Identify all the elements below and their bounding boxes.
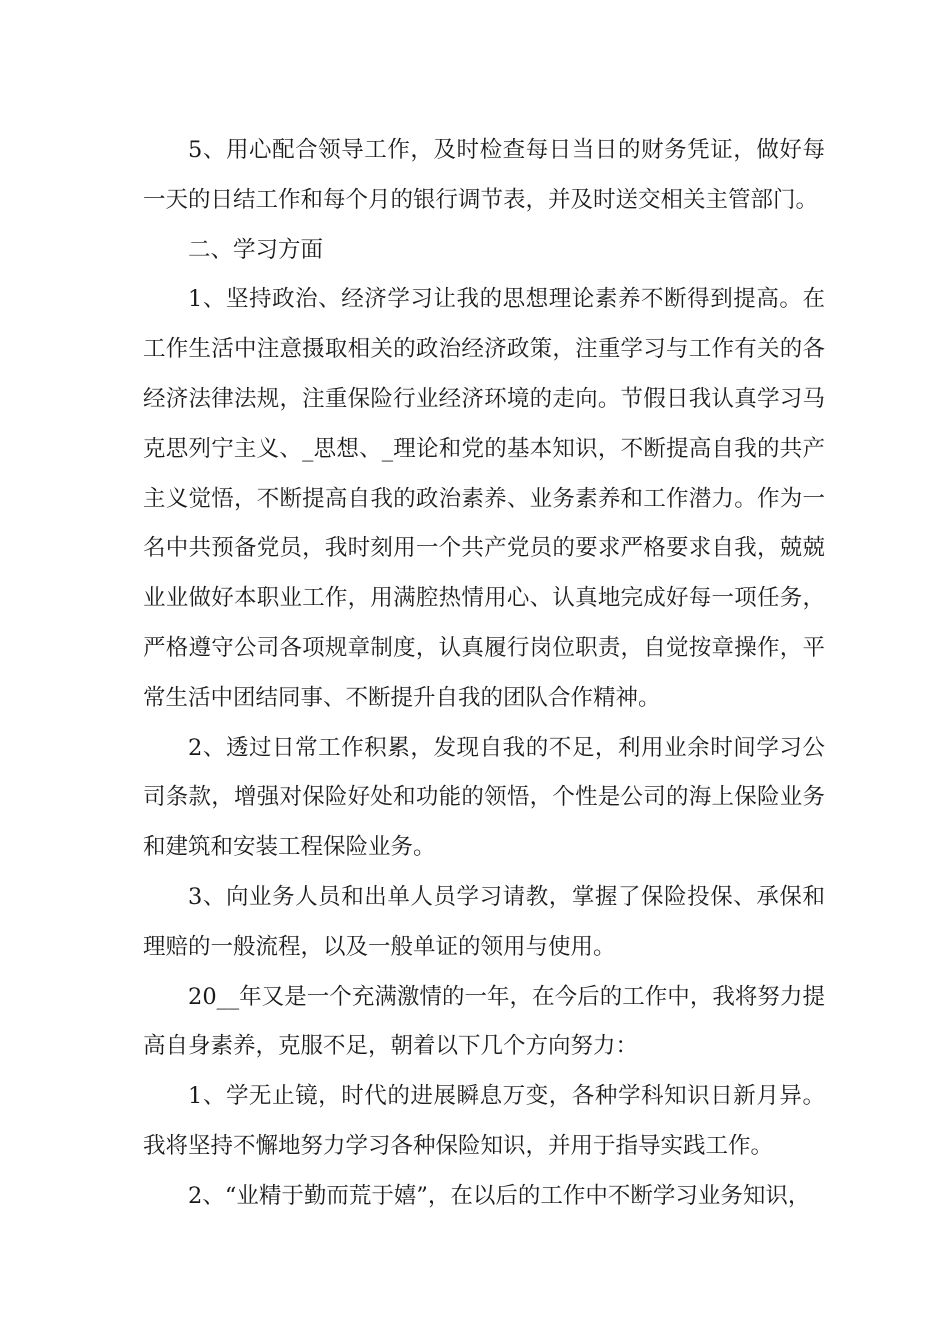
paragraph-study-item-3: 3、向业务人员和出单人员学习请教，掌握了保险投保、承保和理赔的一般流程，以及一般单证的领用与使用。: [143, 883, 825, 960]
section-heading-study: 二、学习方面: [188, 236, 324, 263]
paragraph-study-item-2: 2、透过日常工作积累，发现自我的不足，利用业余时间学习公司条款，增强对保险好处和功能的领悟，个性是公司的海上保险业务和建筑和安装工程保险业务。: [143, 734, 825, 861]
paragraph-plan-item-2: 2、“业精于勤而荒于嬉”，在以后的工作中不断学习业务知识，: [188, 1182, 811, 1209]
document-body: [143, 126, 825, 1222]
paragraph-plan-item-1: 1、学无止镜，时代的进展瞬息万变，各种学科知识日新月异。我将坚持不懈地努力学习各种保险知识，并用于指导实践工作。: [143, 1083, 825, 1159]
paragraph-finance-item-5: 5、用心配合领导工作，及时检查每日当日的财务凭证，做好每一天的日结工作和每个月的银行调节表，并及时送交相关主管部门。: [143, 137, 825, 213]
paragraph-plan-intro: 20__年又是一个充满激情的一年，在今后的工作中，我将努力提高自身素养，克服不足，朝着以下几个方向努力：: [143, 983, 825, 1060]
paragraph-study-item-1: 1、坚持政治、经济学习让我的思想理论素养不断得到提高。在工作生活中注意摄取相关的政治经济政策，注重学习与工作有关的各经济法律法规，注重保险行业经济环境的走向。节假日我认真学习马克思列宁主义、_思想、_理论和党的基本知识，不断提高自我的共产主义觉悟，不断提高自我的政治素养、业务素养和工作潜力。作为一名中共预备党员，我时刻用一个共产党员的要求严格要求自我，兢兢业业做好本职业工作，用满腔热情用心、认真地完成好每一项任务，严格遵守公司各项规章制度，认真履行岗位职责，自觉按章操作，平常生活中团结同事、不断提升自我的团队合作精神。: [143, 286, 825, 711]
